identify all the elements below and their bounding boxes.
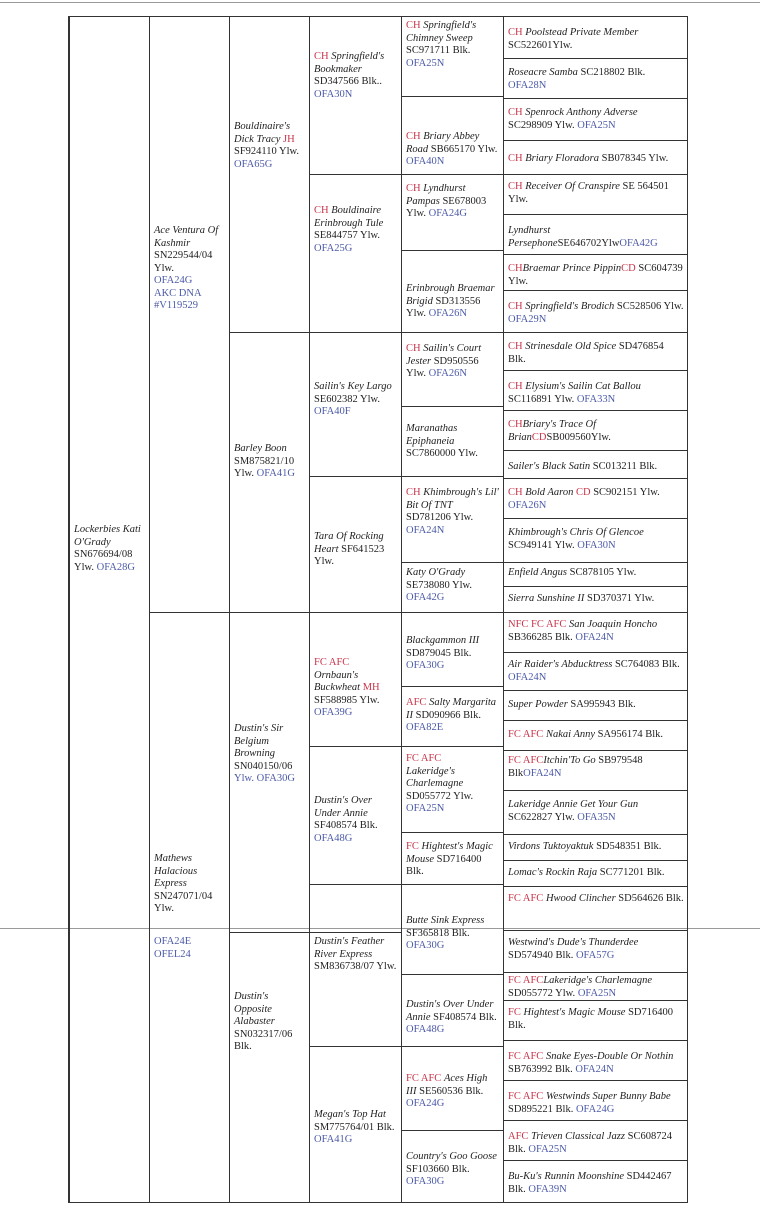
title-prefix: CH bbox=[508, 381, 526, 392]
pedigree-cell-gen6 bbox=[503, 1040, 687, 1080]
pedigree-cell-gen6 bbox=[503, 886, 687, 930]
dog-name: Lyndhurst Persephone bbox=[508, 225, 558, 249]
registration-text: SD370371 Ylw. bbox=[584, 593, 655, 604]
registration-text: SB979548 Blk bbox=[508, 755, 643, 779]
pedigree-cell-gen6 bbox=[503, 562, 687, 586]
pedigree-cell-gen5 bbox=[401, 612, 503, 686]
title-prefix: CH bbox=[508, 107, 526, 118]
pedigree-cell-gen6 bbox=[503, 140, 687, 174]
pedigree-cell-dam-health bbox=[149, 932, 229, 1202]
title-prefix: CH bbox=[508, 419, 523, 430]
title-prefix: CH bbox=[406, 131, 424, 142]
health-clearance: OFA40F bbox=[314, 406, 351, 417]
pedigree-cell-gen6 bbox=[503, 690, 687, 720]
title-prefix: CH bbox=[406, 20, 424, 31]
pedigree-cell-gen6 bbox=[503, 16, 687, 58]
dog-name: Westwinds Super Bunny Babe bbox=[545, 1091, 671, 1102]
pedigree-cell-gen3 bbox=[229, 612, 309, 932]
registration-text: SC771201 Blk. bbox=[597, 867, 665, 878]
title-prefix: CH bbox=[508, 341, 526, 352]
health-clearance: OFA30N bbox=[314, 88, 353, 100]
pedigree-cell-gen6 bbox=[503, 834, 687, 860]
title-prefix: NFC FC AFC bbox=[508, 619, 569, 630]
title-prefix: FC AFC bbox=[508, 755, 544, 766]
health-clearance: OFA24G bbox=[428, 208, 467, 219]
pedigree-cell-gen6 bbox=[503, 478, 687, 518]
dog-name: Katy O'Grady bbox=[406, 567, 466, 578]
title-prefix: CH bbox=[406, 487, 424, 498]
dog-name: Sailin's Court Jester bbox=[406, 343, 482, 367]
registration-text: SM775764/01 Blk. bbox=[314, 1121, 395, 1133]
dog-name: Bouldinaire Erinbrough Tule bbox=[314, 205, 384, 229]
title-prefix: AFC bbox=[406, 697, 430, 708]
health-clearance: OFA65G bbox=[234, 158, 273, 170]
health-clearance: OFA26N bbox=[428, 368, 467, 379]
registration-text: SE678003 Ylw. bbox=[406, 195, 487, 219]
title-prefix: CD bbox=[575, 487, 591, 498]
registration-text: SD347566 Blk.. bbox=[314, 76, 382, 87]
health-clearance: Ylw. OFA30G bbox=[234, 773, 295, 784]
health-clearance: OFA29N bbox=[508, 313, 547, 325]
title-prefix: FC AFC bbox=[508, 975, 544, 986]
pedigree-cell-gen6 bbox=[503, 290, 687, 332]
title-prefix: AFC bbox=[508, 1131, 532, 1142]
pedigree-cell-gen6 bbox=[503, 174, 687, 214]
title-prefix: CH bbox=[508, 181, 526, 192]
dog-name: Barley Boon bbox=[234, 443, 287, 454]
registration-text: SE602382 Ylw. bbox=[314, 393, 381, 405]
pedigree-cell-gen5 bbox=[401, 974, 503, 1046]
health-clearance: OFA40N bbox=[406, 156, 445, 167]
health-clearance: OFA24G bbox=[406, 1098, 445, 1109]
registration-text: SC971711 Blk. bbox=[406, 45, 471, 56]
registration-text: SC528506 Ylw. bbox=[614, 301, 684, 312]
dog-name: Briary's Trace Of Brian bbox=[508, 419, 597, 443]
registration-text: SF588985 Ylw. bbox=[314, 694, 380, 706]
pedigree-cell-gen4-blank bbox=[309, 884, 401, 932]
registration-text: SC218802 Blk. bbox=[577, 67, 646, 78]
registration-text: SF103660 Blk. bbox=[406, 1163, 470, 1175]
title-prefix: FC AFC bbox=[406, 1073, 444, 1084]
pedigree-cell-gen6 bbox=[503, 750, 687, 790]
dog-name: Air Raider's Abducktress bbox=[508, 659, 613, 670]
registration-text: SD950556 Ylw. bbox=[406, 355, 479, 379]
dog-name: Briary Floradora bbox=[525, 153, 600, 164]
pedigree-cell-gen6 bbox=[503, 612, 687, 652]
title-prefix: FC AFC bbox=[508, 729, 546, 740]
registration-text: SC949141 Ylw. bbox=[508, 539, 578, 551]
pedigree-cell-gen5 bbox=[401, 96, 503, 174]
registration-text: SD313556 Ylw. bbox=[406, 295, 481, 319]
health-clearance: OFA25N bbox=[406, 803, 445, 814]
pedigree-cell-gen5 bbox=[401, 476, 503, 562]
title-prefix: FC bbox=[406, 841, 422, 852]
pedigree-cell-gen5 bbox=[401, 746, 503, 832]
pedigree-chart bbox=[68, 16, 688, 1203]
registration-text: SC116891 Ylw. bbox=[508, 393, 577, 405]
health-clearance: OFA28G bbox=[96, 561, 135, 573]
dog-name: Sailer's Black Satin bbox=[508, 461, 591, 472]
pedigree-cell-gen5 bbox=[401, 174, 503, 250]
registration-text: SD476854 Blk. bbox=[508, 341, 664, 365]
health-clearance: OFA30G bbox=[406, 1176, 445, 1187]
dog-name: Braemar Prince Pippin bbox=[522, 263, 622, 274]
registration-text: SC878105 Ylw. bbox=[567, 567, 637, 578]
registration-text: SA956174 Blk. bbox=[595, 729, 664, 740]
registration-text: SD055772 Ylw. bbox=[406, 790, 474, 802]
title-prefix: FC AFC bbox=[508, 1091, 546, 1102]
dog-name: Country's Goo Goose bbox=[406, 1151, 497, 1162]
pedigree-cell-gen4 bbox=[309, 476, 401, 612]
registration-text: SD879045 Blk. bbox=[406, 647, 472, 659]
health-clearance: OFA25N bbox=[577, 119, 616, 131]
pedigree-cell-gen6 bbox=[503, 410, 687, 450]
pedigree-cell-gen3 bbox=[229, 16, 309, 332]
pedigree-cell-gen6 bbox=[503, 1000, 687, 1040]
registration-text: SB078345 Ylw. bbox=[599, 153, 669, 164]
pedigree-cell-gen6 bbox=[503, 930, 687, 972]
registration-text: SF924110 Ylw. bbox=[234, 146, 300, 157]
dog-name: Springfield's Brodich bbox=[525, 301, 615, 312]
pedigree-cell-gen4 bbox=[309, 746, 401, 884]
dog-name: Itchin'To Go bbox=[543, 755, 596, 766]
dog-name: Hightest's Magic Mouse bbox=[406, 841, 493, 865]
dog-name: Strinesdale Old Spice bbox=[525, 341, 617, 352]
pedigree-cell-gen6 bbox=[503, 652, 687, 690]
registration-text: SD781206 Ylw. bbox=[406, 512, 474, 523]
health-clearance: OFA24E bbox=[154, 936, 192, 947]
health-clearance: OFA24N bbox=[575, 1063, 614, 1075]
registration-text: SC608724 Blk. bbox=[508, 1131, 672, 1155]
pedigree-cell-gen6 bbox=[503, 254, 687, 290]
title-prefix: CH bbox=[508, 27, 526, 38]
health-clearance: OFEL24 bbox=[154, 948, 191, 960]
title-prefix: MH bbox=[362, 682, 380, 693]
health-clearance: OFA24G bbox=[575, 1103, 615, 1115]
pedigree-cell-gen5 bbox=[401, 686, 503, 746]
pedigree-cell-gen6 bbox=[503, 58, 687, 98]
registration-text: SE738080 Ylw. bbox=[406, 579, 473, 591]
registration-text: SC622827 Ylw. bbox=[508, 811, 578, 823]
pedigree-cell-gen6 bbox=[503, 214, 687, 254]
title-prefix: CH bbox=[508, 301, 526, 312]
health-clearance: OFA42G bbox=[619, 237, 658, 249]
health-clearance: OFA48G bbox=[406, 1024, 445, 1035]
dog-name: Erinbrough Braemar Brigid bbox=[406, 283, 495, 307]
pedigree-cell-gen4 bbox=[309, 612, 401, 746]
dog-name: Springfield's Bookmaker bbox=[314, 51, 385, 75]
title-prefix: FC AFC bbox=[508, 893, 546, 904]
registration-text: SM875821/10 Ylw. bbox=[234, 455, 295, 479]
pedigree-cell-gen6 bbox=[503, 790, 687, 834]
registration-text: SF408574 Blk. bbox=[314, 820, 378, 831]
pedigree-cell-gen5 bbox=[401, 1046, 503, 1130]
pedigree-cell-gen6 bbox=[503, 518, 687, 562]
scan-line-top bbox=[0, 2, 760, 3]
health-clearance: OFA24N bbox=[508, 671, 547, 683]
dog-name: Dustin's Feather River Express bbox=[314, 936, 385, 960]
pedigree-cell-gen4 bbox=[309, 1046, 401, 1202]
dog-name: Super Powder bbox=[508, 699, 568, 710]
dog-name: Dustin's Sir Belgium Browning bbox=[234, 723, 284, 759]
dog-name: Trieven Classical Jazz bbox=[531, 1131, 625, 1142]
pedigree-cell-gen6 bbox=[503, 860, 687, 886]
dog-name: Khimbrough's Lil' Bit Of TNT bbox=[406, 487, 499, 511]
registration-text: SN676694/08 Ylw. bbox=[74, 549, 133, 573]
title-prefix: FC AFC bbox=[406, 753, 442, 764]
title-prefix: CH bbox=[508, 487, 526, 498]
dog-name: Briary Abbey Road bbox=[406, 131, 480, 155]
pedigree-cell-gen6 bbox=[503, 972, 687, 1000]
health-clearance: OFA41G bbox=[314, 1134, 353, 1145]
registration-text: SE560536 Blk. bbox=[416, 1085, 484, 1097]
pedigree-cell-gen6 bbox=[503, 1080, 687, 1120]
dog-name: Sierra Sunshine II bbox=[508, 593, 585, 604]
dog-name: Lockerbies Kati O'Grady bbox=[74, 524, 141, 548]
registration-text: SC764083 Blk. bbox=[612, 659, 680, 670]
registration-text: SD090966 Blk. bbox=[413, 709, 481, 721]
dog-name: San Joaquin Honcho bbox=[569, 619, 658, 630]
title-prefix: CH bbox=[406, 343, 424, 354]
dog-name: Dustin's Opposite Alabaster bbox=[234, 991, 275, 1027]
pedigree-cell-gen5 bbox=[401, 16, 503, 96]
dog-name: Bold Aaron bbox=[525, 487, 576, 498]
registration-text: SE844757 Ylw. bbox=[314, 230, 381, 241]
health-clearance: OFA24N bbox=[406, 524, 445, 536]
registration-text: SE 564501 Ylw. bbox=[508, 181, 669, 205]
dog-name: Roseacre Samba bbox=[508, 67, 578, 78]
dog-name: Khimbrough's Chris Of Glencoe bbox=[508, 527, 644, 538]
dog-name: Ace Ventura Of Kashmir bbox=[154, 225, 219, 249]
registration-text: SE646702Ylw bbox=[557, 237, 620, 249]
dog-name: Lakeridge's Charlemagne bbox=[406, 765, 464, 789]
pedigree-cell-gen5 bbox=[401, 562, 503, 612]
dog-name: Lyndhurst Pampas bbox=[406, 183, 466, 207]
pedigree-cell-gen6 bbox=[503, 370, 687, 410]
dog-name: Bu-Ku's Runnin Moonshine bbox=[508, 1171, 624, 1182]
pedigree-cell-gen6 bbox=[503, 1160, 687, 1202]
registration-text: SM836738/07 Ylw. bbox=[314, 961, 397, 972]
health-clearance: OFA25N bbox=[577, 987, 617, 999]
health-clearance: OFA39G bbox=[314, 707, 353, 718]
health-clearance: OFA30N bbox=[577, 539, 616, 551]
registration-text: SF641523 Ylw. bbox=[314, 543, 385, 567]
dog-name: Elysium's Sailin Cat Ballou bbox=[525, 381, 641, 392]
title-prefix: CH bbox=[406, 183, 424, 194]
registration-text: SB009560Ylw. bbox=[546, 431, 611, 443]
pedigree-cell-gen5 bbox=[401, 832, 503, 884]
pedigree-cell-gen4 bbox=[309, 174, 401, 332]
pedigree-cell-gen4 bbox=[309, 16, 401, 174]
health-clearance: OFA39N bbox=[528, 1183, 567, 1195]
pedigree-cell-gen5 bbox=[401, 332, 503, 406]
dog-name: Virdons Tuktoyaktuk bbox=[508, 841, 594, 852]
dog-name: Maranathas Epiphaneia bbox=[406, 423, 458, 447]
dog-name: Springfield's Chimney Sweep bbox=[406, 20, 477, 44]
dog-name: Hwood Clincher bbox=[545, 893, 616, 904]
pedigree-cell-dam bbox=[149, 612, 229, 932]
dog-name: Butte Sink Express bbox=[406, 915, 485, 926]
dog-name: Spenrock Anthony Adverse bbox=[525, 107, 638, 118]
registration-text: SC013211 Blk. bbox=[590, 461, 658, 472]
dog-name: Lomac's Rockin Raja bbox=[508, 867, 598, 878]
health-clearance: OFA48G bbox=[314, 832, 353, 844]
pedigree-cell-gen3 bbox=[229, 332, 309, 612]
health-clearance: OFA30G bbox=[406, 940, 445, 951]
title-prefix: CH bbox=[314, 51, 332, 62]
dog-name: Mathews Halacious Express bbox=[154, 853, 198, 889]
dog-name: Megan's Top Hat bbox=[314, 1109, 386, 1120]
pedigree-cell-subject bbox=[69, 16, 149, 1202]
health-clearance: OFA26N bbox=[508, 499, 547, 511]
registration-text: SN247071/04 Ylw. bbox=[154, 890, 213, 914]
title-prefix: CH bbox=[508, 263, 523, 274]
dog-name: Enfield Angus bbox=[508, 567, 568, 578]
registration-text: SN229544/04 Ylw. bbox=[154, 250, 213, 274]
health-clearance: AKC DNA #V119529 bbox=[154, 287, 201, 311]
registration-text: SB665170 Ylw. bbox=[428, 143, 498, 155]
dog-name: Blackgammon III bbox=[406, 635, 480, 646]
pedigree-cell-gen5 bbox=[401, 1130, 503, 1202]
registration-text: SC604739 Ylw. bbox=[508, 263, 683, 287]
registration-text: SD548351 Blk. bbox=[593, 841, 662, 852]
dog-name: Hightest's Magic Mouse bbox=[523, 1007, 626, 1018]
registration-text: SA995943 Blk. bbox=[567, 699, 636, 710]
dog-name: Westwind's Dude's Thunderdee bbox=[508, 937, 639, 948]
pedigree-cell-gen6 bbox=[503, 332, 687, 370]
dog-name: Ornbaun's Buckwheat bbox=[314, 669, 363, 693]
registration-text: SC522601Ylw. bbox=[508, 39, 573, 51]
dog-name: Tara Of Rocking Heart bbox=[314, 531, 384, 555]
health-clearance: OFA57G bbox=[575, 949, 615, 961]
dog-name: Salty Margarita II bbox=[406, 697, 497, 721]
pedigree-cell-gen5 bbox=[401, 406, 503, 476]
pedigree-cell-gen6 bbox=[503, 450, 687, 478]
dog-name: Dustin's Over Under Annie bbox=[406, 999, 494, 1023]
dog-name: Bouldinaire's Dick Tracy bbox=[234, 121, 291, 145]
health-clearance: OFA25G bbox=[314, 242, 353, 254]
registration-text: SC7860000 Ylw. bbox=[406, 448, 478, 459]
dog-name: Sailin's Key Largo bbox=[314, 381, 392, 392]
dog-name: Receiver Of Cranspire bbox=[525, 181, 620, 192]
registration-text: SF365818 Blk. bbox=[406, 927, 470, 939]
registration-text: SD895221 Blk. bbox=[508, 1103, 576, 1115]
registration-text: SD716400 Blk. bbox=[508, 1007, 674, 1031]
title-prefix: CD bbox=[531, 431, 547, 443]
registration-text: SN032317/06 Blk. bbox=[234, 1028, 293, 1052]
dog-name: Dustin's Over Under Annie bbox=[314, 795, 372, 819]
title-prefix: CD bbox=[621, 263, 636, 274]
pedigree-cell-gen6 bbox=[503, 720, 687, 750]
health-clearance: OFA82E bbox=[406, 722, 444, 733]
registration-text: SD716400 Blk. bbox=[406, 853, 482, 877]
registration-text: SD574940 Blk. bbox=[508, 949, 576, 961]
health-clearance: OFA35N bbox=[577, 811, 616, 823]
registration-text: SF408574 Blk. bbox=[430, 1011, 497, 1023]
pedigree-cell-gen5 bbox=[401, 884, 503, 974]
health-clearance: OFA24G bbox=[154, 275, 193, 286]
pedigree-cell-gen4 bbox=[309, 932, 401, 1046]
registration-text: SD564626 Blk. bbox=[615, 893, 684, 904]
title-prefix: CH bbox=[314, 205, 332, 216]
dog-name: Poolstead Private Member bbox=[525, 27, 639, 38]
registration-text: SC298909 Ylw. bbox=[508, 119, 578, 131]
health-clearance: OFA25N bbox=[528, 1143, 567, 1155]
health-clearance: OFA41G bbox=[256, 468, 295, 479]
health-clearance: OFA30G bbox=[406, 660, 445, 671]
registration-text: SC902151 Ylw. bbox=[590, 487, 660, 498]
registration-text: SD442467 Blk. bbox=[508, 1171, 672, 1195]
pedigree-cell-gen5 bbox=[401, 250, 503, 332]
title-prefix: FC AFC bbox=[314, 657, 350, 668]
title-prefix: FC bbox=[508, 1007, 524, 1018]
pedigree-cell-sire bbox=[149, 16, 229, 612]
dog-name: Aces High III bbox=[406, 1073, 488, 1097]
title-prefix: CH bbox=[508, 153, 526, 164]
health-clearance: OFA26N bbox=[428, 308, 467, 319]
dog-name: Lakeridge's Charlemagne bbox=[543, 975, 653, 986]
dog-name: Lakeridge Annie Get Your Gun bbox=[508, 799, 639, 810]
health-clearance: OFA25N bbox=[406, 57, 445, 69]
pedigree-cell-gen6 bbox=[503, 586, 687, 612]
health-clearance: OFA33N bbox=[576, 393, 616, 405]
health-clearance: OFA28N bbox=[508, 79, 547, 91]
registration-text: SN040150/06 bbox=[234, 760, 293, 772]
registration-text: SB763992 Blk. bbox=[508, 1063, 576, 1075]
dog-name: Nakai Anny bbox=[545, 729, 596, 740]
pedigree-cell-gen6 bbox=[503, 1120, 687, 1160]
health-clearance: OFA24N bbox=[575, 631, 614, 643]
registration-text: SB366285 Blk. bbox=[508, 631, 576, 643]
health-clearance: OFA42G bbox=[406, 592, 445, 603]
dog-name: Snake Eyes-Double Or Nothin bbox=[545, 1051, 674, 1062]
registration-text: SD055772 Ylw. bbox=[508, 987, 578, 999]
pedigree-cell-gen6 bbox=[503, 98, 687, 140]
health-clearance: OFA24N bbox=[523, 767, 562, 779]
pedigree-cell-gen4 bbox=[309, 332, 401, 476]
pedigree-cell-gen3 bbox=[229, 932, 309, 1202]
title-prefix: JH bbox=[283, 133, 295, 145]
title-prefix: FC AFC bbox=[508, 1051, 546, 1062]
